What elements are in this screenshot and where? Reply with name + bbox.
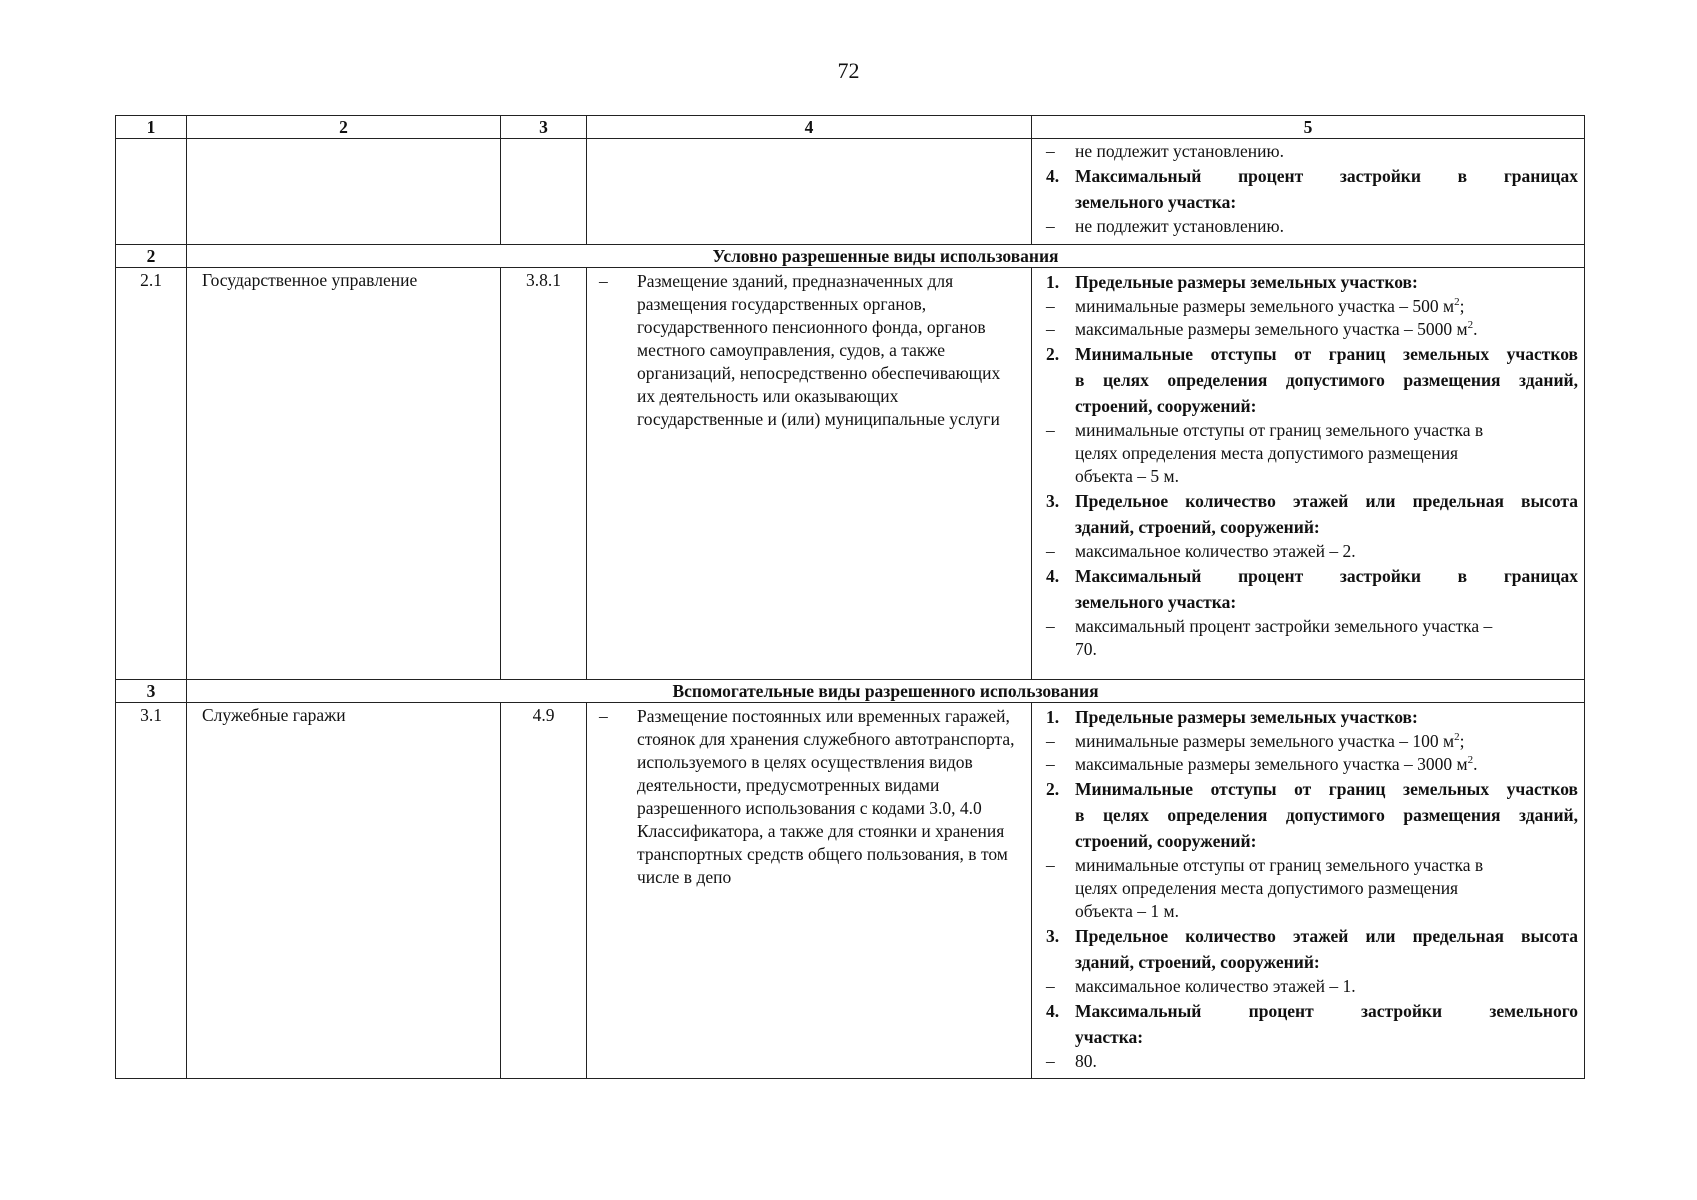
param-heading <box>1046 923 1578 949</box>
param-number: 4. <box>1046 166 1060 186</box>
param-number: 3. <box>1046 926 1060 946</box>
param-item <box>1046 975 1578 998</box>
param-number: 2. <box>1046 344 1060 364</box>
param-text: минимальные отступы от границ земельного участка в <box>1075 420 1484 440</box>
header-col-3: 3 <box>501 116 587 139</box>
param-text: максимальное количество этажей – 2. <box>1075 541 1356 561</box>
param-text: Минимальные отступы от границ земельных участков <box>1075 344 1578 364</box>
param-item <box>1046 1050 1578 1073</box>
header-col-2: 2 <box>187 116 501 139</box>
param-text: Предельные размеры земельных участков: <box>1075 272 1418 292</box>
continuation-row <box>116 139 1585 245</box>
dash-marker: – <box>1046 976 1055 996</box>
dash-marker: – <box>1046 296 1055 316</box>
dash-marker: – <box>1046 1051 1055 1071</box>
param-heading <box>1046 776 1578 802</box>
param-item <box>1046 465 1578 488</box>
param-item <box>1046 419 1578 442</box>
param-heading <box>1046 488 1578 514</box>
param-number: 3. <box>1046 491 1060 511</box>
section-title: Условно разрешенные виды использования <box>187 245 1585 268</box>
param-text: минимальные размеры земельного участка – 500 $м^2$; <box>1075 296 1465 316</box>
param-text: Минимальные отступы от границ земельных участков <box>1075 779 1578 799</box>
unit-superscript: 2 <box>1454 731 1460 744</box>
section-title: Вспомогательные виды разрешенного использования <box>187 680 1585 703</box>
dash-marker: – <box>1046 420 1055 440</box>
section-number: 3 <box>116 680 187 703</box>
dash-marker: – <box>1046 855 1055 875</box>
param-item <box>1046 318 1578 341</box>
param-number: 1. <box>1046 707 1060 727</box>
continuation-params <box>1032 139 1585 245</box>
param-heading <box>1046 163 1578 189</box>
param-text: Максимальный процент застройки в границах <box>1075 566 1578 586</box>
unit-superscript: 2 <box>1467 754 1474 767</box>
param-number <box>1046 367 1075 393</box>
table-row <box>116 268 1585 680</box>
row-number: 3.1 <box>116 703 187 1079</box>
param-item <box>1046 854 1578 877</box>
table-header-row <box>116 116 1585 139</box>
param-text: максимальные размеры земельного участка – 3000 $м^2$. <box>1075 754 1478 774</box>
param-number <box>1046 949 1075 975</box>
param-item <box>1046 442 1578 465</box>
dash-marker: – <box>1046 754 1055 774</box>
param-number <box>1046 802 1075 828</box>
param-heading <box>1046 393 1578 419</box>
param-item <box>1046 295 1578 318</box>
use-params <box>1032 703 1585 1079</box>
param-item <box>1046 638 1578 661</box>
param-text: в целях определения допустимого размещения зданий, <box>1075 370 1578 390</box>
use-name: Служебные гаражи <box>187 703 501 1079</box>
page-number: 72 <box>837 58 860 83</box>
dash-marker: – <box>1046 216 1055 236</box>
table-row <box>116 703 1585 1079</box>
use-description <box>587 268 1032 680</box>
param-number <box>1046 1024 1075 1050</box>
param-text: объекта – 1 м. <box>1075 901 1180 921</box>
param-item <box>1046 615 1578 638</box>
dash-marker: – <box>599 271 608 291</box>
param-text: строений, сооружений: <box>1075 831 1257 851</box>
param-text: Предельное количество этажей или предельная высота <box>1075 491 1578 511</box>
param-heading <box>1046 998 1578 1024</box>
row-number: 2.1 <box>116 268 187 680</box>
regulations-table <box>115 115 1585 1079</box>
param-text: минимальные размеры земельного участка – 100 $м^2$; <box>1075 731 1465 751</box>
param-text: строений, сооружений: <box>1075 396 1257 416</box>
param-item <box>1046 215 1578 238</box>
param-text: максимальный процент застройки земельного участка – <box>1075 616 1493 636</box>
param-number <box>1046 828 1075 854</box>
param-number: 2. <box>1046 779 1060 799</box>
description-text: Размещение постоянных или временных гаражей, стоянок для хранения служебного автотранспорта, используемого в целях осуществления видов деятельности, предусмотренных видами разрешенного использования с кодами 3.0, 4.0 Классификатора, а также для стоянки и хранения транспортных средств общего пользования, в том числе в депо <box>637 706 1015 887</box>
param-heading <box>1046 828 1578 854</box>
use-code: 3.8.1 <box>501 268 587 680</box>
header-col-1: 1 <box>116 116 187 139</box>
param-item <box>1046 140 1578 163</box>
param-item <box>1046 753 1578 776</box>
param-number: 1. <box>1046 272 1060 292</box>
param-heading <box>1046 189 1578 215</box>
param-text: зданий, строений, сооружений: <box>1075 952 1320 972</box>
param-item <box>1046 730 1578 753</box>
param-text: целях определения места допустимого размещения <box>1075 443 1459 463</box>
param-item <box>1046 900 1578 923</box>
param-heading <box>1046 802 1578 828</box>
param-number <box>1046 189 1075 215</box>
param-text: максимальное количество этажей – 1. <box>1075 976 1356 996</box>
param-number: 4. <box>1046 1001 1060 1021</box>
param-heading <box>1046 367 1578 393</box>
param-number: 4. <box>1046 566 1060 586</box>
param-text: минимальные отступы от границ земельного участка в <box>1075 855 1484 875</box>
use-name: Государственное управление <box>187 268 501 680</box>
param-heading <box>1046 589 1578 615</box>
header-col-4: 4 <box>587 116 1032 139</box>
param-heading <box>1046 514 1578 540</box>
use-description <box>587 703 1032 1079</box>
param-text: Предельное количество этажей или предельная высота <box>1075 926 1578 946</box>
dash-marker: – <box>599 706 608 726</box>
param-number <box>1046 514 1075 540</box>
param-item <box>1046 877 1578 900</box>
param-heading <box>1046 563 1578 589</box>
param-text: участка: <box>1075 1027 1144 1047</box>
param-text: земельного участка: <box>1075 192 1237 212</box>
param-heading <box>1046 341 1578 367</box>
param-heading <box>1046 704 1578 730</box>
param-text: целях определения места допустимого размещения <box>1075 878 1459 898</box>
header-col-5: 5 <box>1032 116 1585 139</box>
dash-marker: – <box>1046 541 1055 561</box>
param-heading <box>1046 1024 1578 1050</box>
param-number <box>1046 589 1075 615</box>
param-text: земельного участка: <box>1075 592 1237 612</box>
param-text: в целях определения допустимого размещения зданий, <box>1075 805 1578 825</box>
param-text: 70. <box>1075 639 1097 659</box>
unit-superscript: 2 <box>1467 319 1474 332</box>
use-params <box>1032 268 1585 680</box>
description-text: Размещение зданий, предназначенных для размещения государственных органов, государственного пенсионного фонда, органов местного самоуправления, судов, а также организаций, непосредственно обеспечивающих их деятельность или оказывающих государственные и (или) муниципальные услуги <box>637 271 1001 429</box>
dash-marker: – <box>1046 616 1055 636</box>
section-number: 2 <box>116 245 187 268</box>
section-row <box>116 680 1585 703</box>
param-text: Максимальный процент застройки в границах <box>1075 166 1578 186</box>
param-text: не подлежит установлению. <box>1075 141 1284 161</box>
param-text: не подлежит установлению. <box>1075 216 1284 236</box>
dash-marker: – <box>1046 731 1055 751</box>
unit-superscript: 2 <box>1454 296 1460 309</box>
param-text: Предельные размеры земельных участков: <box>1075 707 1418 727</box>
param-heading <box>1046 269 1578 295</box>
dash-marker: – <box>1046 319 1055 339</box>
param-text: максимальные размеры земельного участка – 5000 $м^2$. <box>1075 319 1478 339</box>
param-number <box>1046 393 1075 419</box>
param-heading <box>1046 949 1578 975</box>
use-code: 4.9 <box>501 703 587 1079</box>
param-text: объекта – 5 м. <box>1075 466 1180 486</box>
section-row <box>116 245 1585 268</box>
param-text: зданий, строений, сооружений: <box>1075 517 1320 537</box>
param-text: Максимальный процент застройки земельного <box>1075 1001 1578 1021</box>
dash-marker: – <box>1046 141 1055 161</box>
param-item <box>1046 540 1578 563</box>
param-text: 80. <box>1075 1051 1097 1071</box>
